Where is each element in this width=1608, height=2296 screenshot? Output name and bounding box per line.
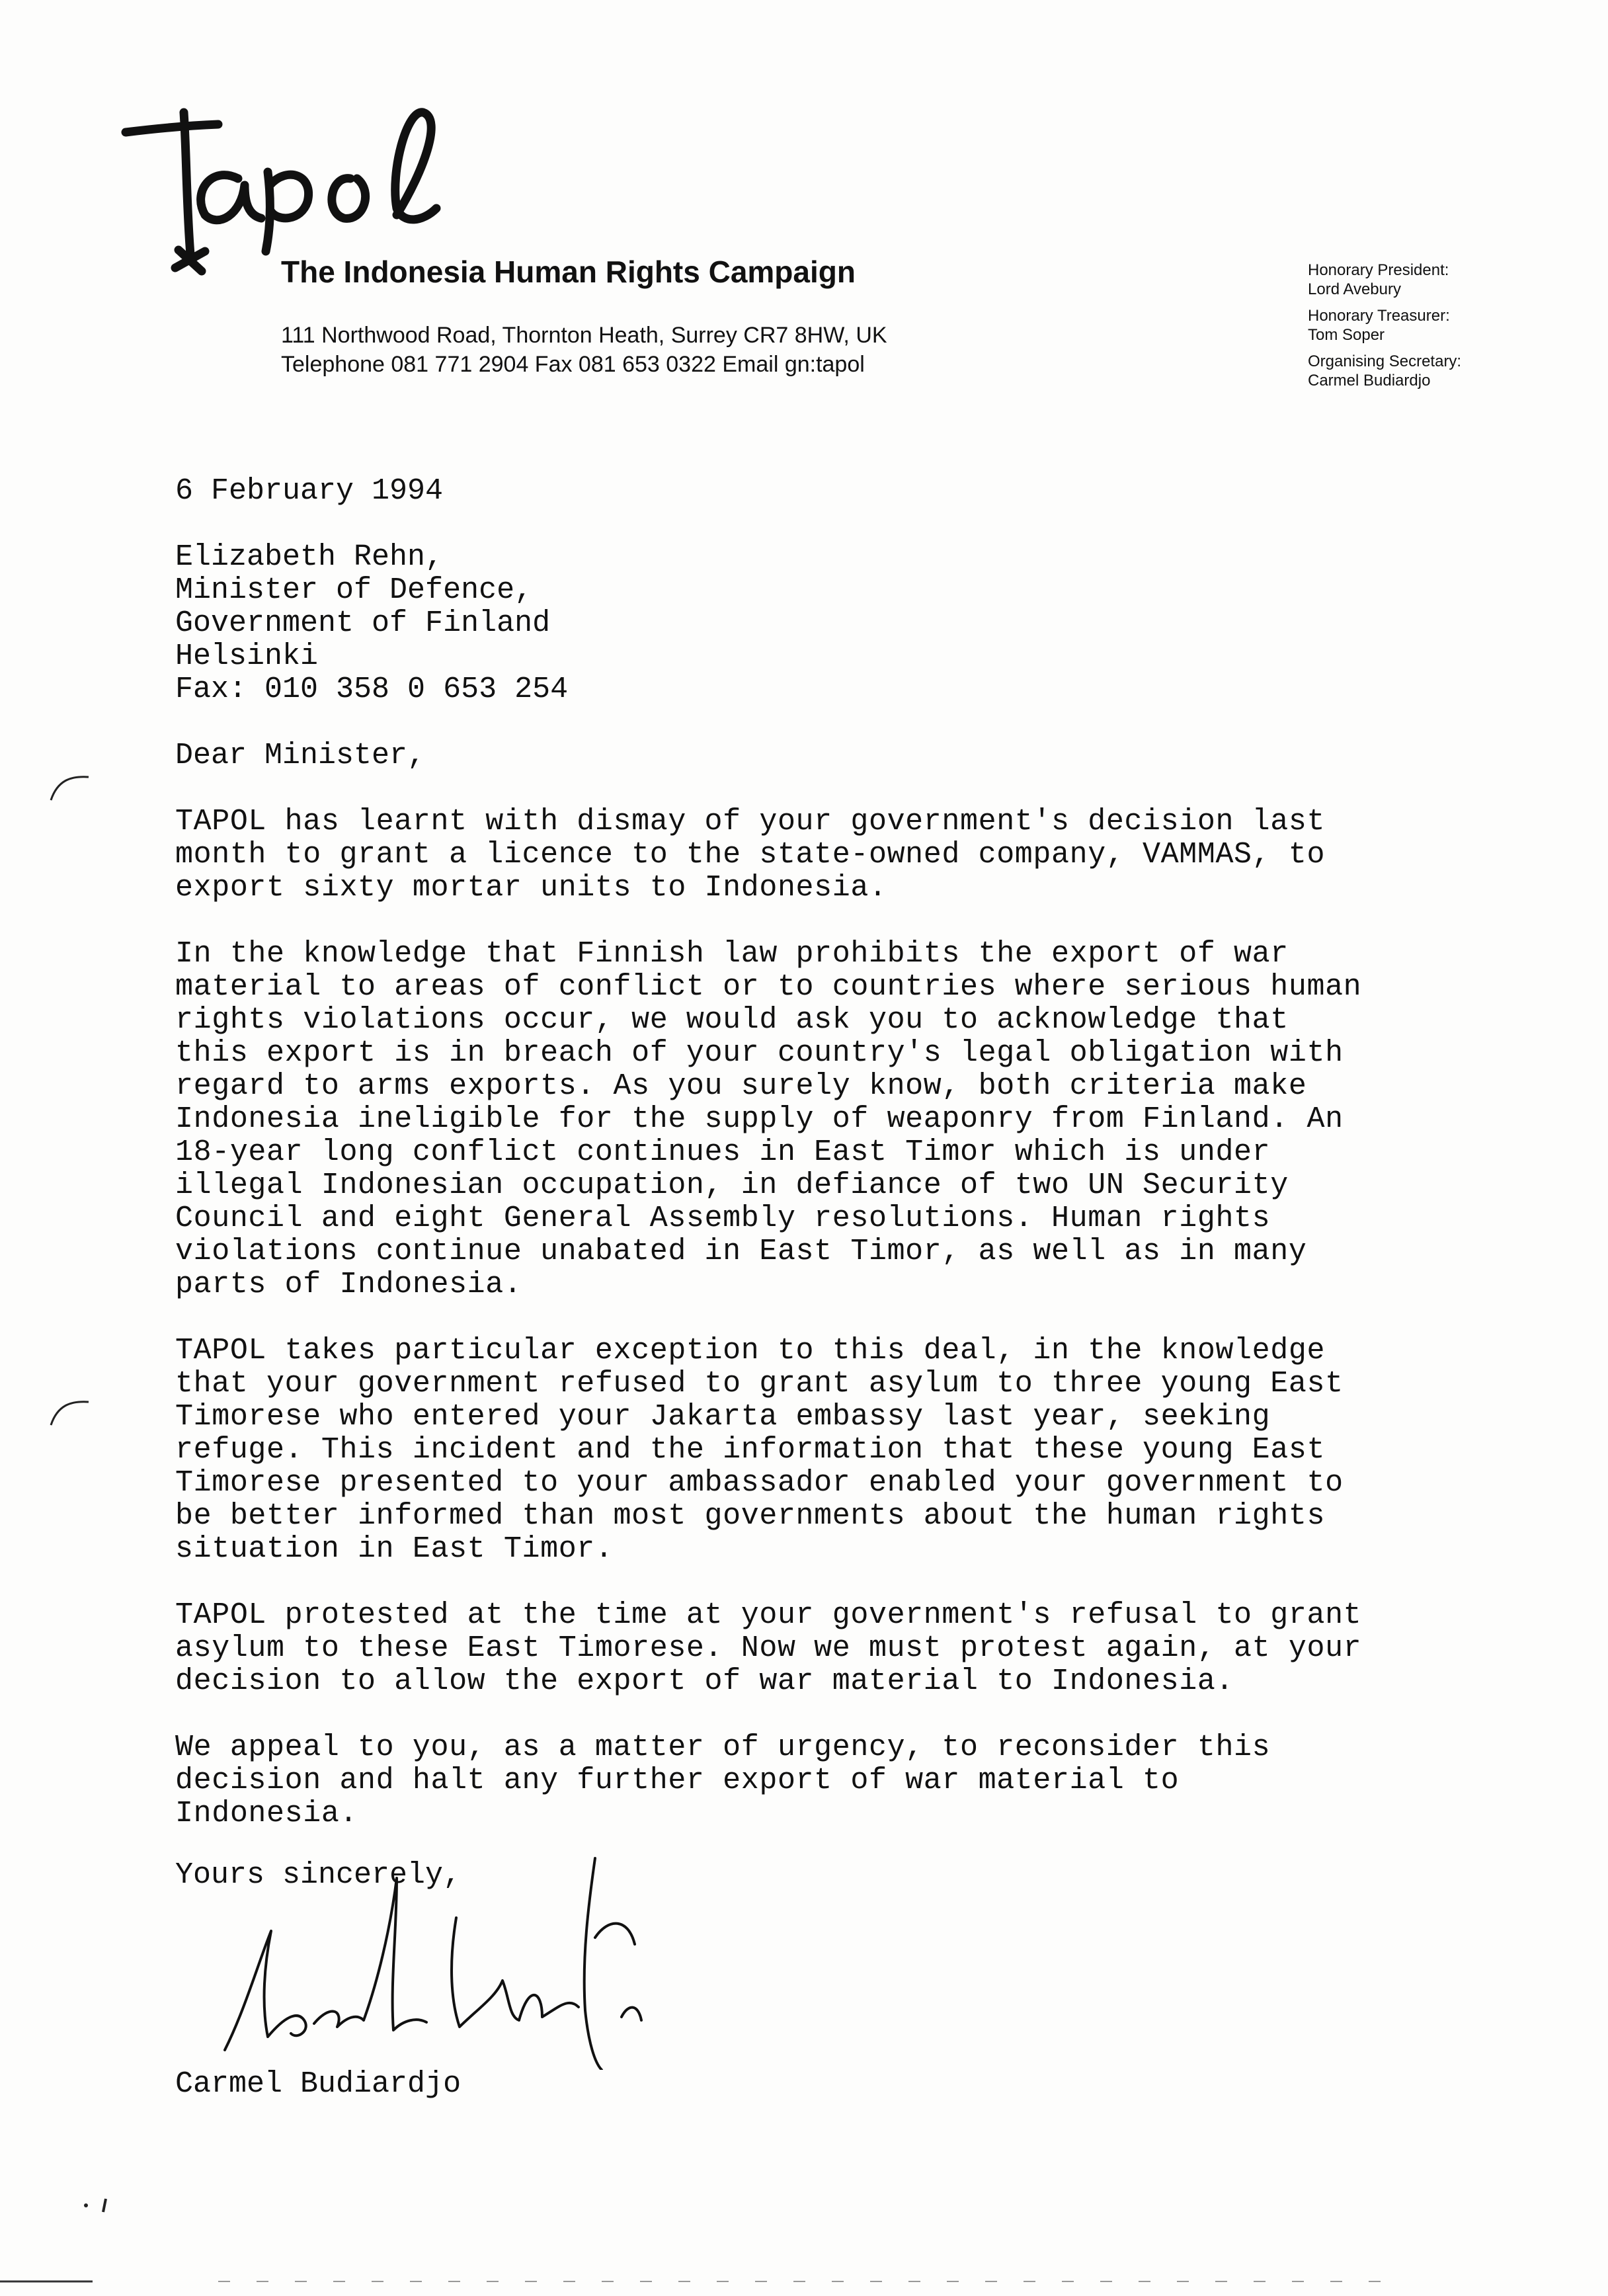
paragraph bbox=[175, 1731, 1498, 1830]
scan-mark bbox=[48, 1395, 94, 1428]
officer-name: Tom Soper bbox=[1308, 326, 1385, 344]
scan-mark bbox=[48, 770, 94, 803]
letter-body bbox=[175, 475, 1498, 1864]
handwritten-signature bbox=[198, 1852, 701, 2070]
paragraph-line: export sixty mortar units to Indonesia. bbox=[175, 871, 887, 905]
officer-role: Organising Secretary: bbox=[1308, 352, 1462, 370]
paragraph-line: that your government refused to grant asylum to three young East bbox=[175, 1367, 1344, 1401]
paragraph-line: TAPOL protested at the time at your government's refusal to grant bbox=[175, 1598, 1362, 1632]
scan-mark bbox=[79, 2195, 119, 2215]
paragraph-line: We appeal to you, as a matter of urgency, to reconsider this bbox=[175, 1731, 1271, 1764]
paragraph-line: this export is in breach of your country's legal obligation with bbox=[175, 1036, 1344, 1070]
officer-name: Lord Avebury bbox=[1308, 280, 1401, 298]
organization-name: The Indonesia Human Rights Campaign bbox=[281, 255, 856, 289]
recipient-block bbox=[175, 541, 1498, 706]
signer-name: Carmel Budiardjo bbox=[175, 2067, 462, 2101]
officer-role: Honorary Treasurer: bbox=[1308, 307, 1450, 325]
paragraph-line: decision and halt any further export of war material to bbox=[175, 1764, 1180, 1797]
paragraph-line: Indonesia. bbox=[175, 1797, 358, 1830]
paragraph bbox=[175, 805, 1498, 905]
paragraph bbox=[175, 1599, 1498, 1698]
paragraph-line: 18-year long conflict continues in East Timor which is under bbox=[175, 1135, 1271, 1169]
contact-line: Telephone 081 771 2904 Fax 081 653 0322 Email gn:tapol bbox=[281, 352, 865, 377]
paragraph-line: TAPOL has learnt with dismay of your government's decision last bbox=[175, 805, 1326, 839]
paragraph bbox=[175, 1334, 1498, 1566]
paragraph-line: illegal Indonesian occupation, in defiance of two UN Security bbox=[175, 1168, 1289, 1202]
recipient-line: Minister of Defence, bbox=[175, 573, 533, 607]
officer-president bbox=[1308, 261, 1461, 299]
paragraph-line: Timorese who entered your Jakarta embassy last year, seeking bbox=[175, 1400, 1271, 1434]
paragraph-line: situation in East Timor. bbox=[175, 1532, 614, 1566]
recipient-line: Elizabeth Rehn, bbox=[175, 540, 444, 574]
paragraph-line: month to grant a licence to the state-owned company, VAMMAS, to bbox=[175, 838, 1326, 872]
paragraph-line: decision to allow the export of war material to Indonesia. bbox=[175, 1664, 1234, 1698]
officer-name: Carmel Budiardjo bbox=[1308, 372, 1431, 390]
paragraph-line: be better informed than most governments about the human rights bbox=[175, 1499, 1326, 1533]
closing-line: Yours sincerely, bbox=[175, 1858, 462, 1892]
paragraph-line: material to areas of conflict or to countries where serious human bbox=[175, 970, 1362, 1004]
paragraph bbox=[175, 938, 1498, 1301]
paragraph-line: Indonesia ineligible for the supply of weaponry from Finland. An bbox=[175, 1102, 1344, 1136]
address-line: 111 Northwood Road, Thornton Heath, Surrey CR7 8HW, UK bbox=[281, 323, 887, 348]
paragraph-line: regard to arms exports. As you surely know, both criteria make bbox=[175, 1069, 1307, 1103]
recipient-line: Fax: 010 358 0 653 254 bbox=[175, 673, 569, 706]
paragraph-line: refuge. This incident and the information that these young East bbox=[175, 1433, 1326, 1467]
paragraph-line: rights violations occur, we would ask you to acknowledge that bbox=[175, 1003, 1289, 1037]
officers-list bbox=[1308, 261, 1461, 397]
scan-line bbox=[0, 2278, 1608, 2285]
recipient-line: Government of Finland bbox=[175, 606, 551, 640]
paragraph-line: asylum to these East Timorese. Now we must protest again, at your bbox=[175, 1631, 1362, 1665]
salutation: Dear Minister, bbox=[175, 739, 426, 772]
officer-role: Honorary President: bbox=[1308, 261, 1449, 279]
paragraph-line: violations continue unabated in East Timor, as well as in many bbox=[175, 1235, 1307, 1268]
letter-date: 6 February 1994 bbox=[175, 474, 444, 508]
paragraph-line: In the knowledge that Finnish law prohibits the export of war bbox=[175, 937, 1289, 971]
paragraph-line: TAPOL takes particular exception to this deal, in the knowledge bbox=[175, 1334, 1326, 1368]
organization-address bbox=[281, 321, 887, 379]
officer-treasurer bbox=[1308, 306, 1461, 345]
paragraph-line: Timorese presented to your ambassador enabled your government to bbox=[175, 1466, 1344, 1500]
officer-secretary bbox=[1308, 352, 1461, 390]
paragraph-line: parts of Indonesia. bbox=[175, 1268, 522, 1301]
paragraph-line: Council and eight General Assembly resolutions. Human rights bbox=[175, 1202, 1271, 1235]
recipient-line: Helsinki bbox=[175, 639, 319, 673]
